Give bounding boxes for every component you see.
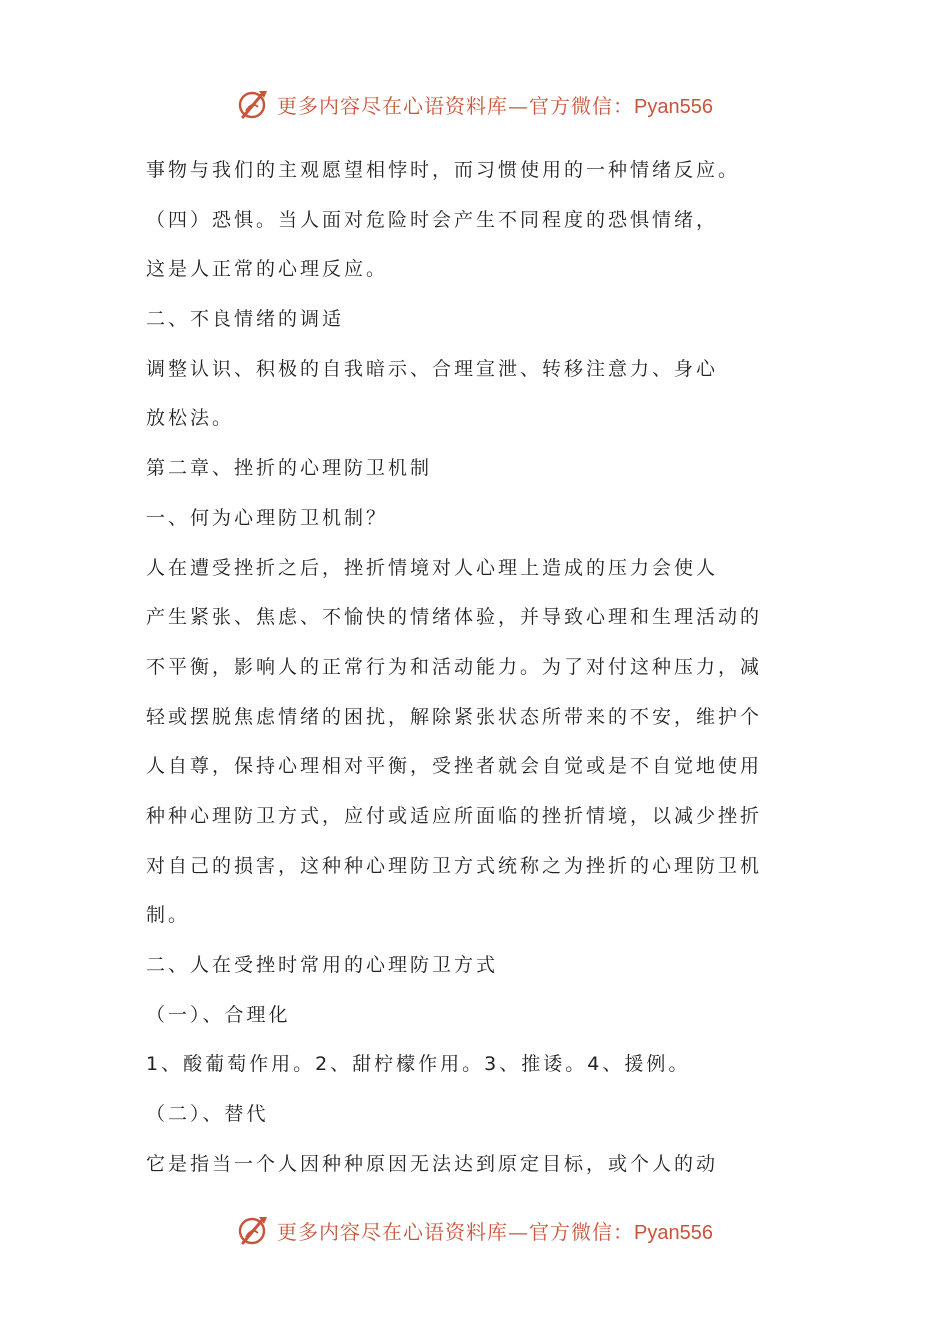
- text-line: 事物与我们的主观愿望相悖时，而习惯使用的一种情绪反应。: [146, 159, 741, 181]
- chapter-heading: 第二章、挫折的心理防卫机制: [146, 457, 433, 480]
- footer-banner: [0, 1210, 950, 1250]
- subsection-heading: （一）、合理化: [146, 1003, 291, 1026]
- text-line: 人在遭受挫折之后，挫折情境对人心理上造成的压力会使人: [146, 556, 719, 579]
- banner-label: 更多内容尽在心语资料库—官方微信：: [277, 93, 635, 118]
- text-line: 人自尊，保持心理相对平衡，受挫者就会自觉或是不自觉地使用: [146, 755, 763, 778]
- text-line: 种种心理防卫方式，应付或适应所面临的挫折情境，以减少挫折: [146, 804, 763, 827]
- text-line: 调整认识、积极的自我暗示、合理宣泄、转移注意力、身心: [146, 357, 719, 380]
- text-line: 对自己的损害，这种种心理防卫方式统称之为挫折的心理防卫机: [146, 854, 763, 877]
- banner-text: [277, 1216, 713, 1245]
- text-line: 这是人正常的心理反应。: [146, 258, 389, 281]
- subsection-heading: （二）、替代: [146, 1103, 269, 1126]
- section-heading: 二、不良情绪的调适: [146, 308, 345, 331]
- text-line: 1、酸葡萄作用。2、甜柠檬作用。3、推诿。4、援例。: [146, 1053, 691, 1076]
- text-line: 轻或摆脱焦虑情绪的困扰，解除紧张状态所带来的不安，维护个: [146, 705, 763, 728]
- text-line: 产生紧张、焦虑、不愉快的情绪体验，并导致心理和生理活动的: [146, 606, 763, 629]
- text-line: （四）恐惧。当人面对危险时会产生不同程度的恐惧情绪，: [146, 208, 719, 231]
- pen-circle-logo-icon: [237, 87, 271, 121]
- text-line: 制。: [146, 904, 191, 927]
- text-line: 它是指当一个人因种种原因无法达到原定目标，或个人的动: [146, 1152, 719, 1175]
- banner-label: 更多内容尽在心语资料库—官方微信：: [277, 1219, 635, 1244]
- section-heading: 二、人在受挫时常用的心理防卫方式: [146, 954, 499, 976]
- wechat-id: Pyan556: [634, 95, 713, 118]
- header-banner: [0, 84, 950, 124]
- pen-circle-logo-icon: [237, 1213, 271, 1247]
- text-line: 不平衡，影响人的正常行为和活动能力。为了对付这种压力，减: [146, 655, 763, 678]
- banner-text: [277, 90, 713, 119]
- document-body: [146, 150, 786, 1193]
- section-heading: 一、何为心理防卫机制？: [146, 506, 389, 529]
- wechat-id: Pyan556: [634, 1221, 713, 1244]
- text-line: 放松法。: [146, 407, 235, 430]
